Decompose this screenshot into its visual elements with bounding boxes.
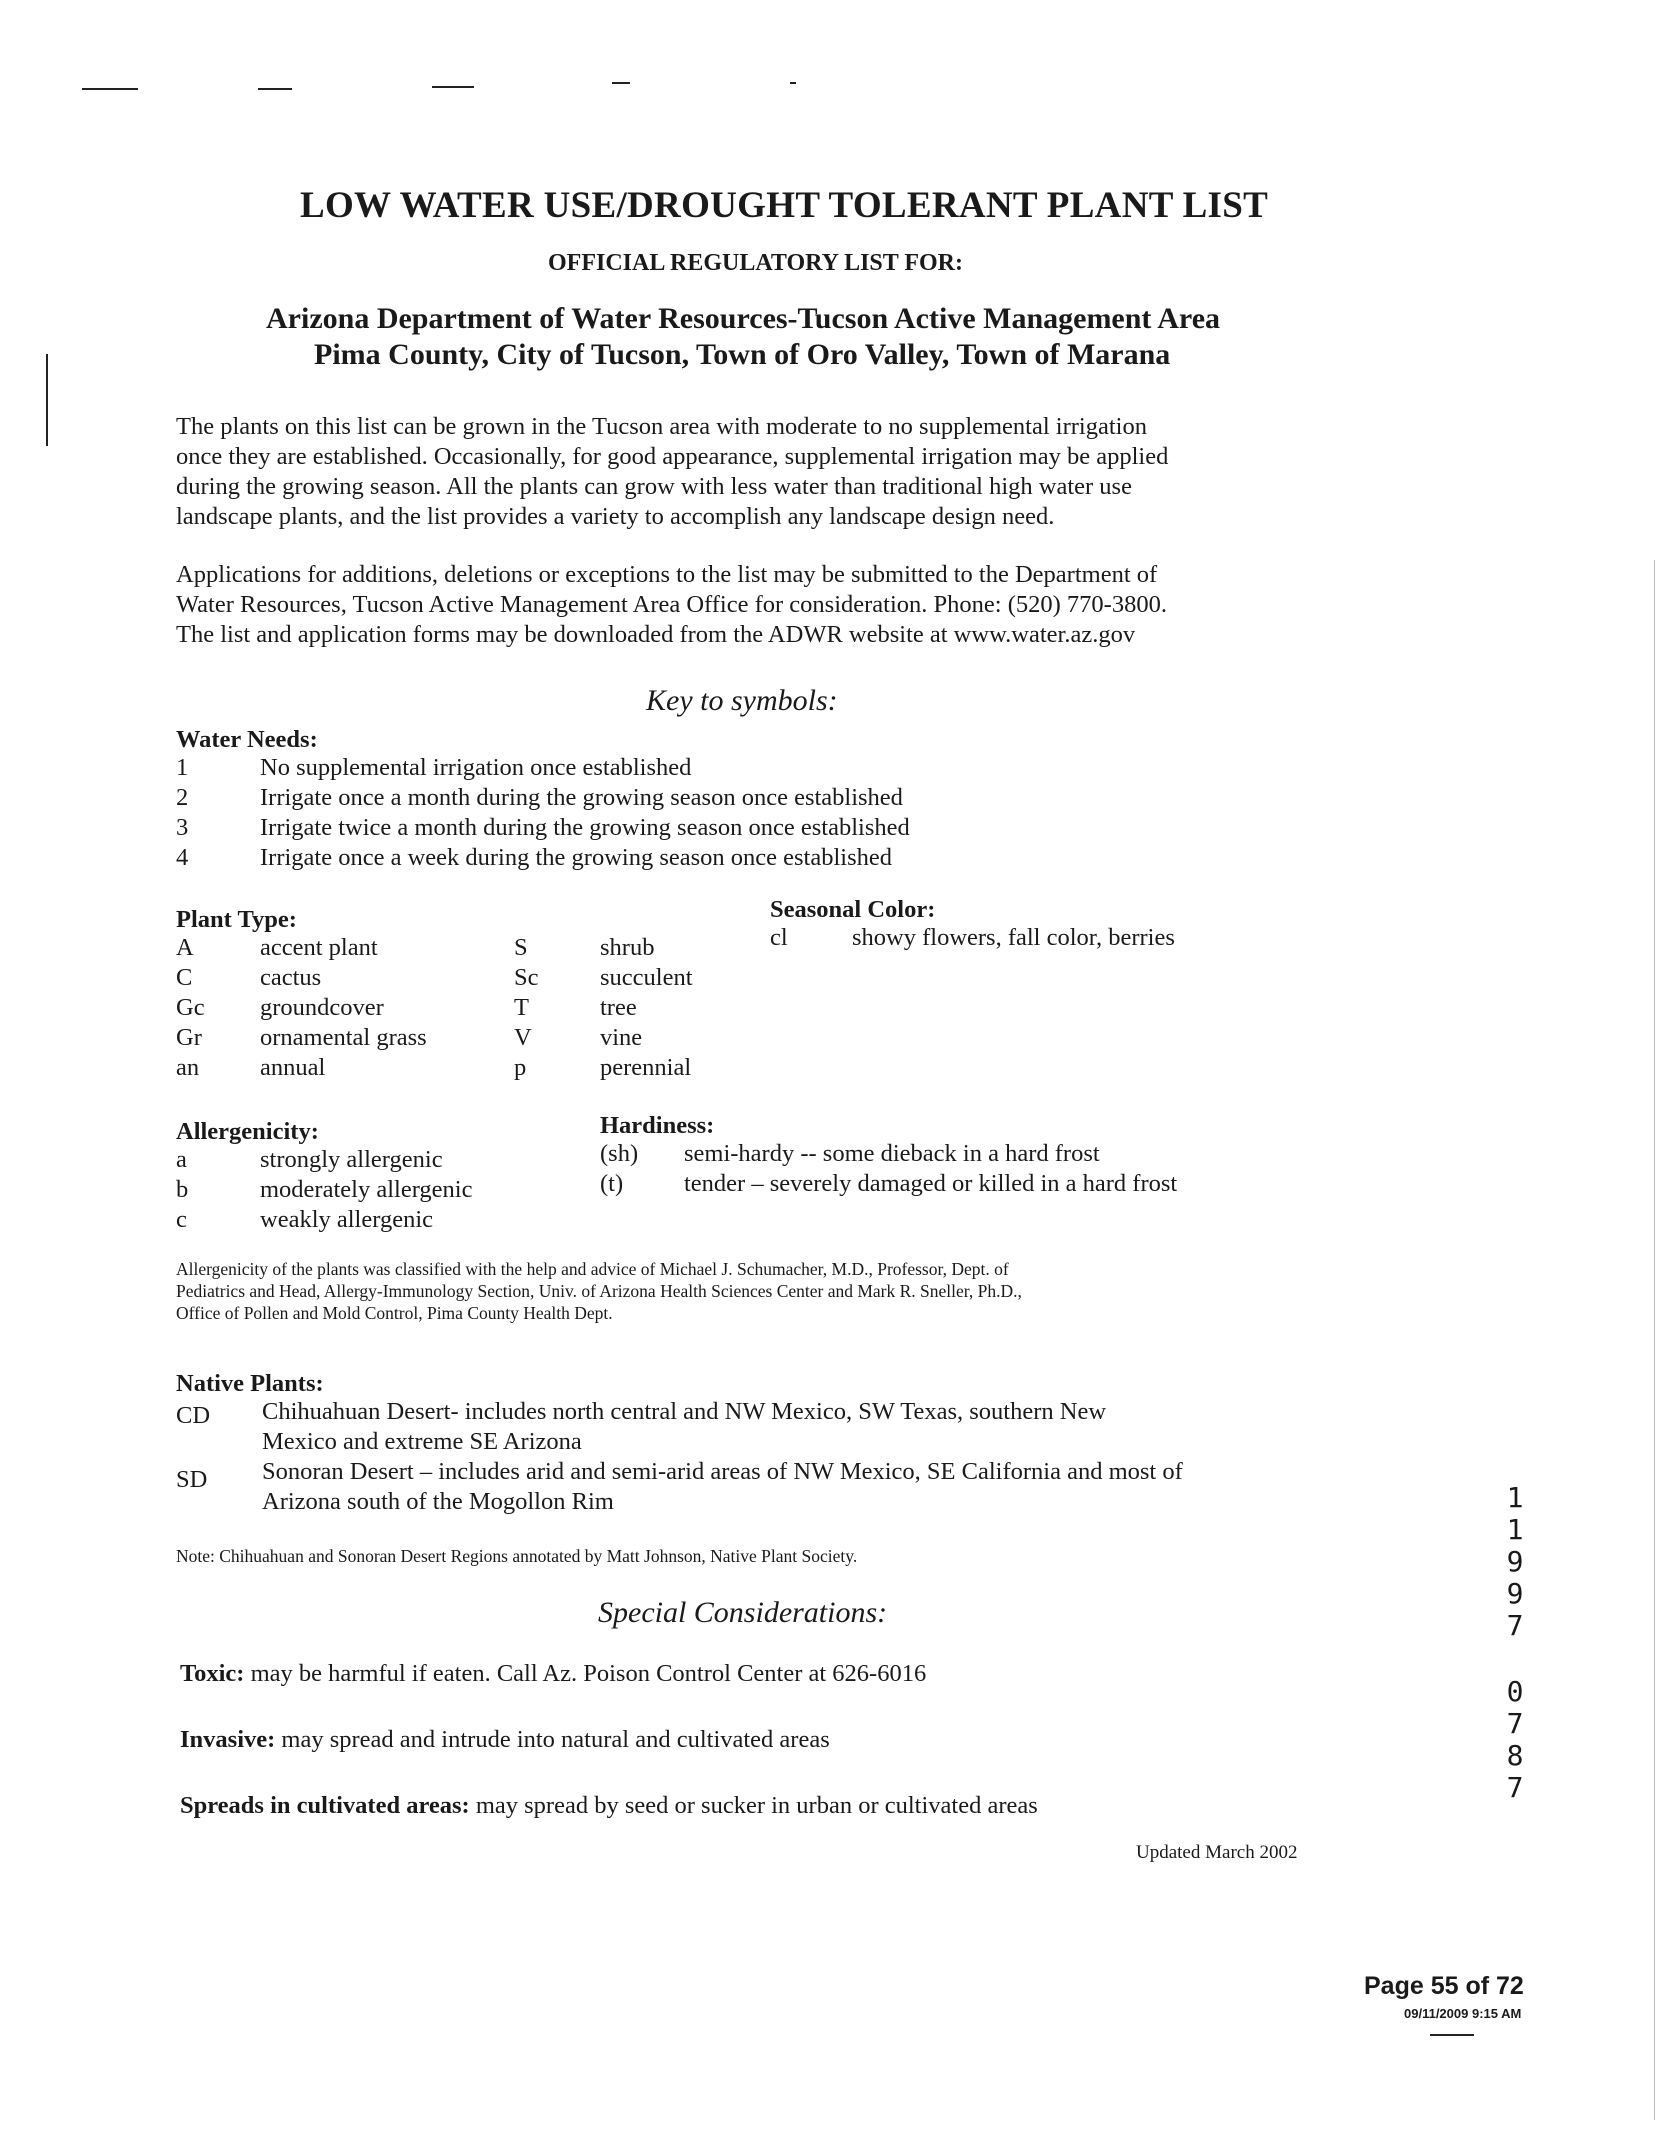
stamp-digit: 7	[1506, 1707, 1524, 1740]
native-code: CD	[176, 1402, 211, 1429]
plant-text: perennial	[600, 1054, 692, 1081]
plant-text: vine	[600, 1024, 643, 1051]
key-heading: Key to symbols:	[646, 684, 838, 717]
allergen-text: strongly allergenic	[260, 1146, 443, 1173]
page-number: Page 55 of 72	[1364, 1972, 1524, 2000]
plant-code: S	[514, 934, 528, 961]
water-needs-heading: Water Needs:	[176, 726, 318, 753]
seasonal-color-heading: Seasonal Color:	[770, 896, 936, 923]
note-line: Allergenicity of the plants was classified with the help and advice of Michael J. Schumacher, M.D., Professor, Dept. of	[176, 1259, 1009, 1279]
plant-text: cactus	[260, 964, 322, 991]
water-text: Irrigate once a week during the growing season once established	[260, 844, 893, 871]
applications-paragraph	[176, 560, 1167, 650]
allergen-code: b	[176, 1176, 189, 1203]
hardiness-text: semi-hardy -- some dieback in a hard frost	[684, 1140, 1100, 1167]
allergen-text: weakly allergenic	[260, 1206, 434, 1233]
water-code: 1	[176, 754, 189, 781]
paragraph-line: The list and application forms may be downloaded from the ADWR website at www.water.az.gov	[176, 621, 1136, 648]
special-item	[180, 1726, 830, 1754]
water-text: No supplemental irrigation once established	[260, 754, 692, 781]
scan-right-edge	[1654, 560, 1655, 2120]
special-label: Invasive:	[180, 1726, 276, 1753]
special-item	[180, 1792, 1038, 1820]
updated-date: Updated March 2002	[1136, 1842, 1298, 1863]
hardiness-code: (t)	[600, 1170, 624, 1197]
paragraph-line: Water Resources, Tucson Active Management Area Office for consideration. Phone: (520) 770-3800.	[176, 591, 1167, 618]
native-text-line: Sonoran Desert – includes arid and semi-arid areas of NW Mexico, SE California and most of	[262, 1458, 1183, 1485]
special-item	[180, 1660, 926, 1688]
intro-paragraph	[176, 412, 1168, 532]
seasonal-code: cl	[770, 924, 788, 951]
page-timestamp: 09/11/2009 9:15 AM	[1404, 2006, 1522, 2021]
paragraph-line: The plants on this list can be grown in the Tucson area with moderate to no supplemental irrigation	[176, 413, 1147, 440]
native-text-line: Chihuahuan Desert- includes north central and NW Mexico, SW Texas, southern New	[262, 1398, 1107, 1425]
native-text-line: Mexico and extreme SE Arizona	[262, 1428, 582, 1455]
allergenicity-heading: Allergenicity:	[176, 1118, 319, 1145]
allergen-code: a	[176, 1146, 187, 1173]
scan-dash	[258, 88, 292, 90]
allergen-text: moderately allergenic	[260, 1176, 473, 1203]
plant-text: groundcover	[260, 994, 384, 1021]
plant-text: accent plant	[260, 934, 378, 961]
plant-type-heading: Plant Type:	[176, 906, 297, 933]
water-code: 2	[176, 784, 189, 811]
native-note: Note: Chihuahuan and Sonoran Desert Regions annotated by Matt Johnson, Native Plant Society.	[176, 1546, 858, 1566]
scan-dash	[82, 88, 138, 90]
stamp-digit: 9	[1506, 1545, 1524, 1578]
note-line: Office of Pollen and Mold Control, Pima County Health Dept.	[176, 1303, 613, 1323]
stamp-digit	[1500, 1642, 1530, 1676]
plant-code: an	[176, 1054, 200, 1081]
hardiness-heading: Hardiness:	[600, 1112, 715, 1139]
allergen-note	[176, 1258, 1022, 1324]
scan-dash	[432, 86, 474, 88]
special-heading: Special Considerations:	[598, 1596, 888, 1629]
plant-code: C	[176, 964, 193, 991]
plant-text: succulent	[600, 964, 693, 991]
stamp-digit: 1	[1506, 1481, 1524, 1514]
native-code: SD	[176, 1466, 208, 1493]
water-code: 4	[176, 844, 189, 871]
water-text: Irrigate twice a month during the growing season once established	[260, 814, 910, 841]
stamp-digit: 8	[1506, 1739, 1524, 1772]
stamp-digit: 7	[1506, 1771, 1524, 1804]
plant-code: T	[514, 994, 529, 1021]
native-text-line: Arizona south of the Mogollon Rim	[262, 1488, 614, 1515]
special-text: may spread and intrude into natural and cultivated areas	[275, 1726, 830, 1753]
paragraph-line: during the growing season. All the plants can grow with less water than traditional high water use	[176, 473, 1132, 500]
plant-code: V	[514, 1024, 532, 1051]
water-text: Irrigate once a month during the growing season once established	[260, 784, 903, 811]
water-code: 3	[176, 814, 189, 841]
plant-code: Gr	[176, 1024, 202, 1051]
paragraph-line: Applications for additions, deletions or exceptions to the list may be submitted to the Department of	[176, 561, 1158, 588]
plant-text: ornamental grass	[260, 1024, 427, 1051]
special-text: may be harmful if eaten. Call Az. Poison Control Center at 626-6016	[244, 1660, 927, 1687]
scan-dash	[612, 82, 630, 84]
note-line: Pediatrics and Head, Allergy-Immunology Section, Univ. of Arizona Health Sciences Center and Mark R. Sneller, Ph.D.,	[176, 1281, 1022, 1301]
hardiness-code: (sh)	[600, 1140, 639, 1167]
page-subtitle: OFFICIAL REGULATORY LIST FOR:	[548, 250, 964, 276]
bates-stamp	[1500, 1482, 1530, 1804]
scan-dash	[790, 82, 796, 84]
footer-rule	[1430, 2034, 1474, 2036]
page-title: LOW WATER USE/DROUGHT TOLERANT PLANT LIST	[300, 185, 1269, 226]
agency-line-1: Arizona Department of Water Resources-Tucson Active Management Area	[266, 302, 1221, 335]
stamp-digit: 1	[1506, 1513, 1524, 1546]
plant-code: p	[514, 1054, 527, 1081]
agency-line-2: Pima County, City of Tucson, Town of Oro Valley, Town of Marana	[314, 338, 1171, 371]
special-text: may spread by seed or sucker in urban or cultivated areas	[469, 1792, 1038, 1819]
seasonal-text: showy flowers, fall color, berries	[852, 924, 1175, 951]
scan-margin-line	[46, 354, 48, 446]
plant-code: Gc	[176, 994, 205, 1021]
stamp-digit: 0	[1506, 1675, 1524, 1708]
plant-code: A	[176, 934, 194, 961]
native-plants-heading: Native Plants:	[176, 1370, 324, 1397]
allergen-code: c	[176, 1206, 187, 1233]
hardiness-text: tender – severely damaged or killed in a hard frost	[684, 1170, 1178, 1197]
plant-text: annual	[260, 1054, 326, 1081]
paragraph-line: landscape plants, and the list provides a variety to accomplish any landscape design need.	[176, 503, 1055, 530]
paragraph-line: once they are established. Occasionally, for good appearance, supplemental irrigation may be applied	[176, 443, 1169, 470]
plant-code: Sc	[514, 964, 539, 991]
plant-text: tree	[600, 994, 637, 1021]
special-label: Spreads in cultivated areas:	[180, 1792, 470, 1819]
plant-text: shrub	[600, 934, 655, 961]
special-label: Toxic:	[180, 1660, 245, 1687]
stamp-digit: 7	[1506, 1609, 1524, 1642]
stamp-digit: 9	[1506, 1577, 1524, 1610]
